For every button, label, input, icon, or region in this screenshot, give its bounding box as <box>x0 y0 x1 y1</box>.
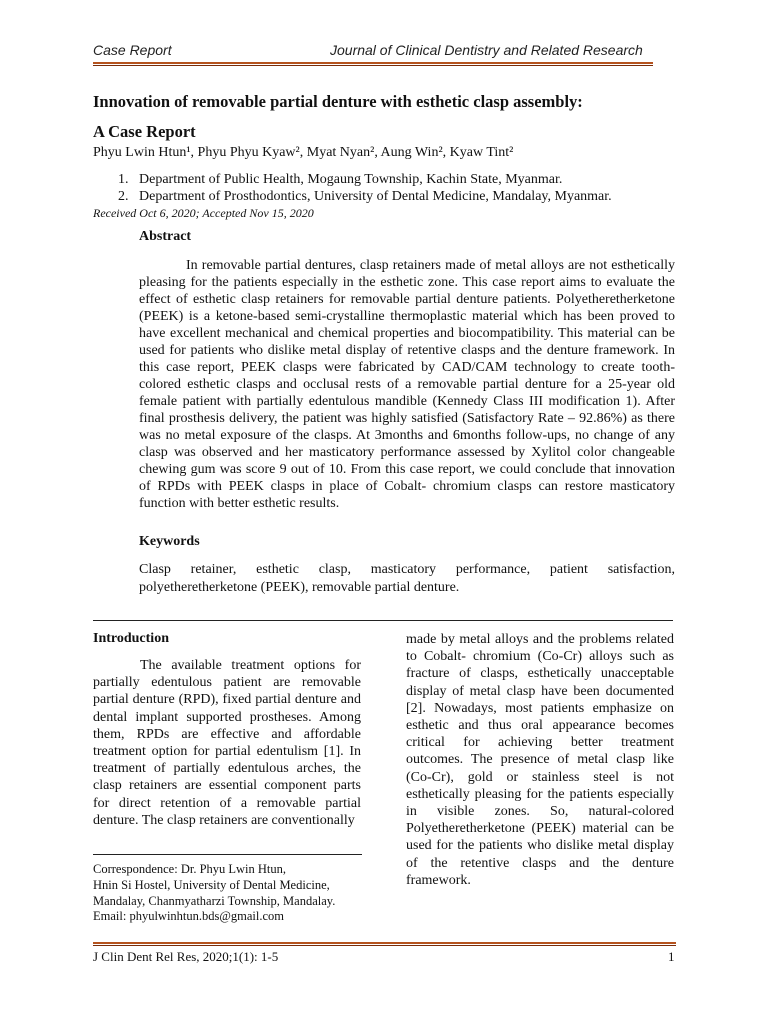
correspondence-line: Hnin Si Hostel, University of Dental Medicine, <box>93 877 330 892</box>
introduction-paragraph-right: made by metal alloys and the problems related to Cobalt- chromium (Co-Cr) alloys such as fracture of clasps, esthetically unacceptable display of metal clasp have been documented [2]. Nowadays, most patients emphasize on esthetic and thus oral appearance becomes critical for achieving better treatment outcomes. The presence of metal clasp like (Co-Cr), gold or stainless steel is not esthetically pleasing for the patients especially in visible zones. So, natural-colored Polyetheretherketone (PEEK) material can be used for the patients who dislike metal display of the retentive clasps and the denture framework. <box>406 632 674 888</box>
running-header-journal: Journal of Clinical Dentistry and Related Research <box>330 42 643 58</box>
footer-rule <box>93 942 676 946</box>
author-list: Phyu Lwin Htun¹, Phyu Phyu Kyaw², Myat Nyan², Aung Win², Kyaw Tint² <box>93 145 514 160</box>
running-header-section: Case Report <box>93 42 172 58</box>
article-title <box>93 87 693 147</box>
affiliation-number: 1. <box>118 172 129 187</box>
correspondence-email: Email: phyulwinhtun.bds@gmail.com <box>93 909 285 924</box>
correspondence-footnote <box>93 862 335 925</box>
introduction-heading: Introduction <box>93 631 169 646</box>
keywords-heading: Keywords <box>139 534 200 549</box>
correspondence-line: Mandalay, Chanmyatharzi Township, Mandalay. <box>93 893 336 908</box>
affiliation-number: 2. <box>118 189 129 204</box>
title-line-1: Innovation of removable partial denture with esthetic clasp assembly: <box>93 92 583 111</box>
keywords-body: Clasp retainer, esthetic clasp, masticatory performance, patient satisfaction, polyetheretherketone (PEEK), removable partial denture. <box>139 562 675 595</box>
affiliation-item <box>118 188 612 205</box>
affiliation-text: Department of Prosthodontics, University of Dental Medicine, Mandalay, Myanmar. <box>139 189 612 204</box>
footer-citation: J Clin Dent Rel Res, 2020;1(1): 1-5 <box>93 949 279 964</box>
footnote-rule <box>93 854 362 855</box>
header-rule <box>93 62 653 66</box>
correspondence-line: Correspondence: Dr. Phyu Lwin Htun, <box>93 862 287 876</box>
left-column <box>93 631 361 829</box>
title-line-2: A Case Report <box>93 122 196 141</box>
introduction-paragraph-left: The available treatment options for partially edentulous patient are removable partial denture (RPD), fixed partial denture and dental implant supported prostheses. Among them, RPDs are effective and affordable treatment option for partial edentulism [1]. In treatment of partially edentulous arches, the clasp retainers are essential component parts for direct retention of a removable partial denture. The clasp retainers are conventionally <box>93 658 361 828</box>
page-number: 1 <box>668 949 675 964</box>
section-divider <box>93 620 673 621</box>
abstract-body: In removable partial dentures, clasp retainers made of metal alloys are not esthetically pleasing for the patients especially in the esthetic zone. This case report aims to evaluate the effect of esthetic clasp retainers for removable partial denture patients. Polyetheretherketone (PEEK) is a ketone-based semi-crystalline thermoplastic material which has been proved to have excellent mechanical and chemical properties and biocompatibility. This material can be used for patients who dislike metal display of retentive clasps and the denture framework. In this case report, PEEK clasps were fabricated by CAD/CAM technology to create tooth-colored esthetic clasps and occlusal rests of a removable partial denture for a 25-year old female patient with partially edentulous mandible (Kennedy Class III modification 1). After final prosthesis delivery, the patient was highly satisfied (Satisfactory Rate – 92.86%) as there was no metal exposure of the clasps. At 3months and 6months follow-ups, no change of any clasp was observed and her masticatory performance assessed by Xylitol color changeable chewing gum was score 9 out of 10. From this case report, we could conclude that innovation of RPDs with PEEK clasps in place of Cobalt- chromium clasps can restore masticatory function with better esthetic results. <box>139 258 675 511</box>
affiliation-item <box>118 171 612 188</box>
abstract-heading: Abstract <box>139 229 192 244</box>
received-accepted-dates: Received Oct 6, 2020; Accepted Nov 15, 2020 <box>93 206 314 220</box>
affiliation-list <box>118 171 612 205</box>
affiliation-text: Department of Public Health, Mogaung Township, Kachin State, Myanmar. <box>139 172 563 187</box>
